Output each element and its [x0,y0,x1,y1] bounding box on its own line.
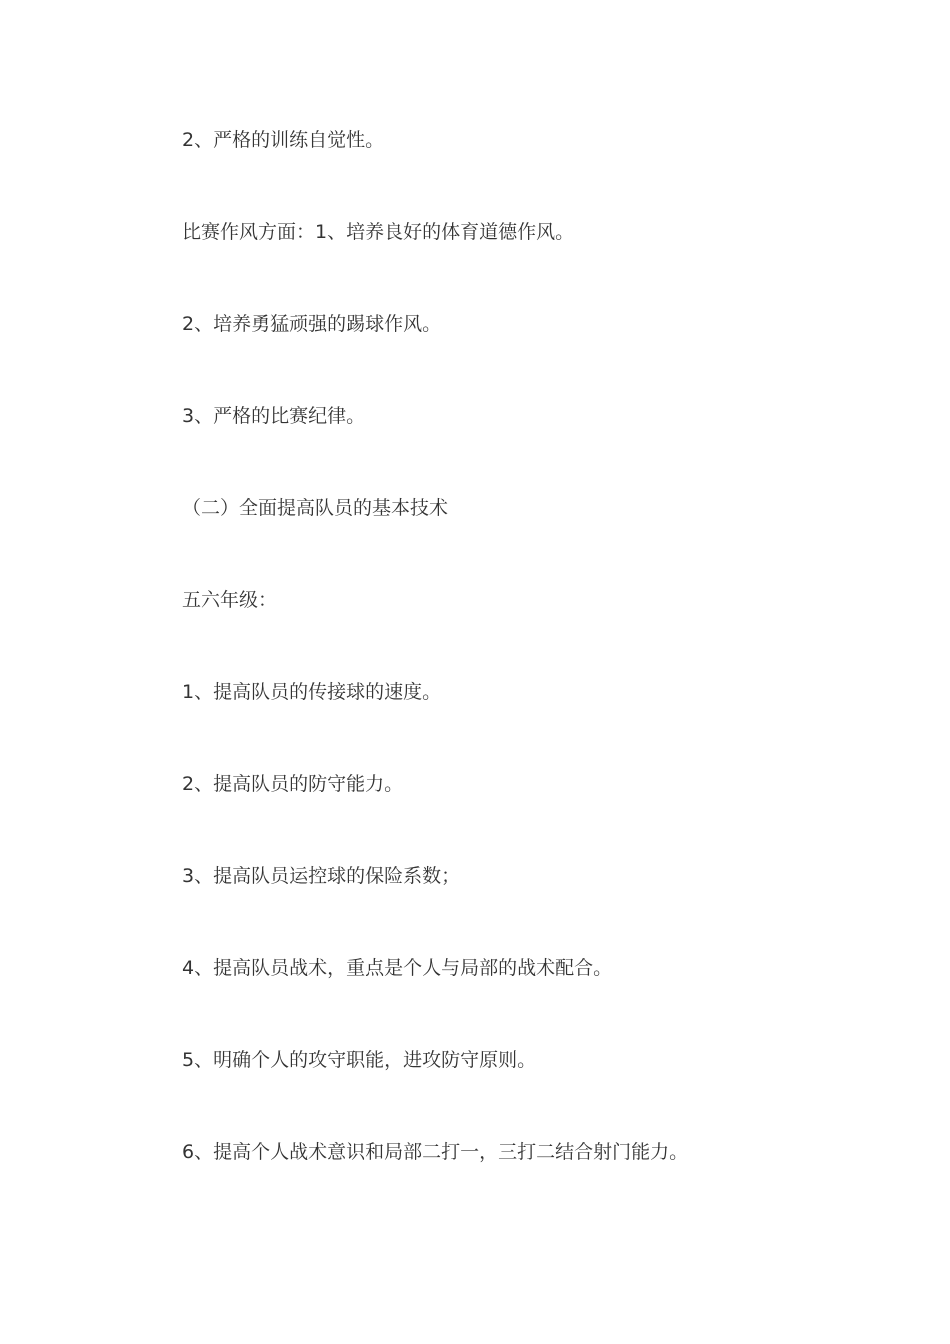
section-heading: （二）全面提高队员的基本技术 [182,497,449,519]
list-item-5: 5、明确个人的攻守职能，进攻防守原则。 [182,1049,537,1071]
paragraph-line-1: 2、严格的训练自觉性。 [182,129,385,151]
list-item-2: 2、提高队员的防守能力。 [182,773,404,795]
list-item-1: 1、提高队员的传接球的速度。 [182,681,442,703]
list-item-6: 6、提高个人战术意识和局部二打一，三打二结合射门能力。 [182,1141,689,1163]
list-item-3: 3、提高队员运控球的保险系数； [182,865,461,887]
paragraph-line-4: 3、严格的比赛纪律。 [182,405,366,427]
list-item-4: 4、提高队员战术，重点是个人与局部的战术配合。 [182,957,613,979]
grade-label: 五六年级： [182,589,278,611]
paragraph-line-3: 2、培养勇猛顽强的踢球作风。 [182,313,442,335]
paragraph-line-2: 比赛作风方面：1、培养良好的体育道德作风。 [182,221,575,243]
